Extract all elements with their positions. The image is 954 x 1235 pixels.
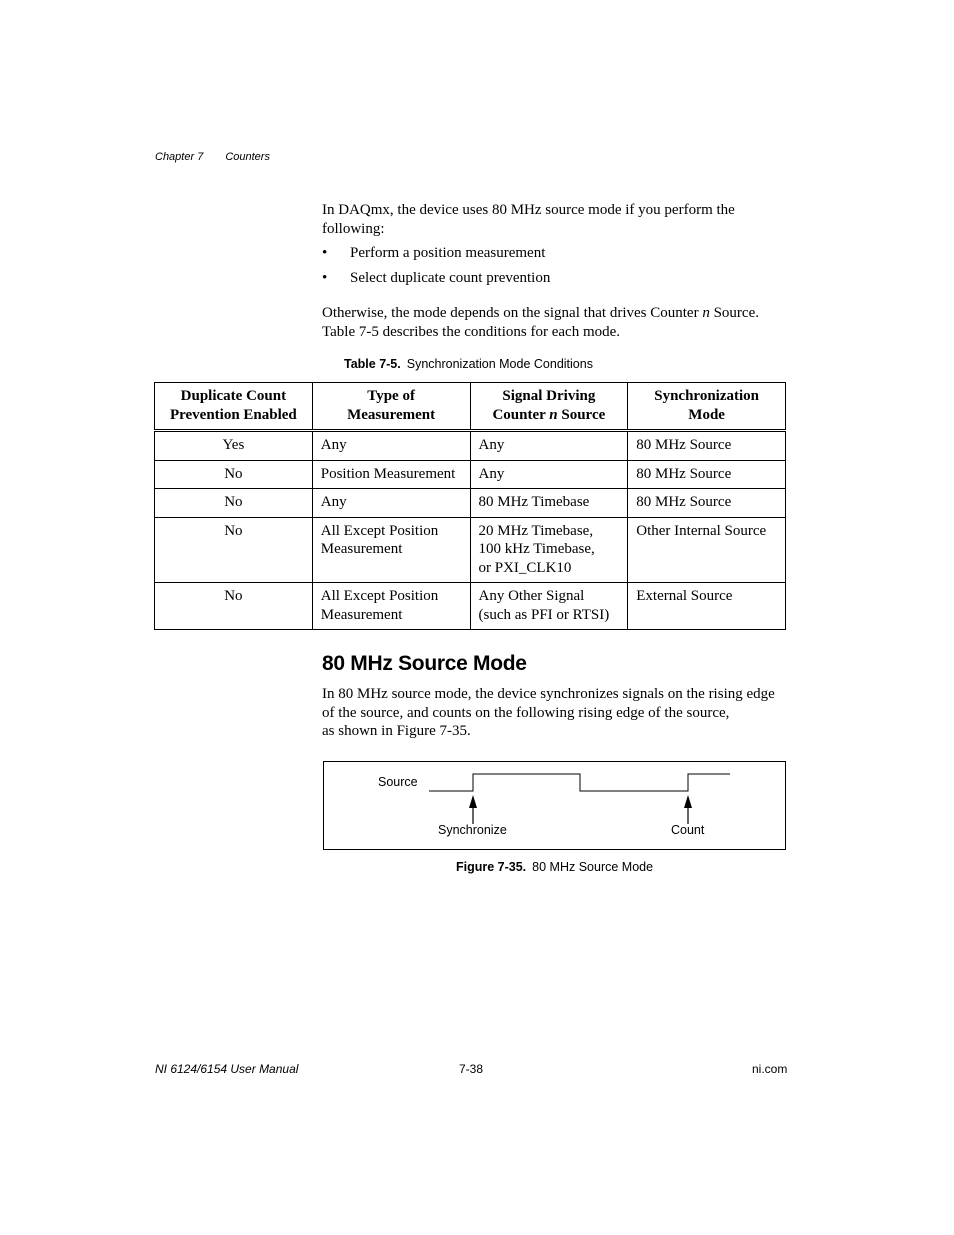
footer-manual-title: NI 6124/6154 User Manual bbox=[155, 1062, 299, 1076]
table-row bbox=[155, 517, 786, 583]
otherwise-italic: n bbox=[702, 305, 710, 321]
table-cell-text: All Except Position bbox=[320, 588, 439, 604]
count-arrow-head bbox=[684, 795, 692, 808]
table-cell bbox=[312, 431, 470, 461]
source-label: Source bbox=[378, 775, 418, 789]
table-cell bbox=[312, 489, 470, 518]
table-cell-text: Measurement bbox=[320, 606, 403, 623]
table-cell bbox=[312, 460, 470, 489]
chapter-title: Counters bbox=[225, 151, 270, 163]
table-cell-text: (such as PFI or RTSI) bbox=[478, 606, 610, 623]
running-header bbox=[155, 151, 270, 163]
section-heading: 80 MHz Source Mode bbox=[322, 652, 527, 675]
table-cell bbox=[628, 489, 786, 518]
table-cell-text: No bbox=[224, 494, 243, 510]
otherwise-line2: Table 7-5 describes the conditions for each mode. bbox=[322, 323, 621, 340]
table-cell-text: Any bbox=[320, 437, 347, 453]
table-cell-text: No bbox=[224, 522, 243, 539]
synchronize-arrow-head bbox=[469, 795, 477, 808]
section-line: of the source, and counts on the following rising edge of the source, bbox=[322, 704, 730, 721]
section-line: as shown in Figure 7-35. bbox=[322, 723, 471, 739]
otherwise-text-end: Source. bbox=[709, 305, 759, 321]
table-cell-text: Any bbox=[478, 437, 505, 453]
table-cell-text: 80 MHz Source bbox=[636, 437, 732, 453]
table-cell bbox=[312, 517, 470, 583]
figure-caption-label: Figure 7-35. bbox=[456, 860, 527, 874]
bullet-item bbox=[322, 244, 545, 262]
otherwise-text: Otherwise, the mode depends on the signal that drives Counter bbox=[322, 305, 703, 321]
table-cell-text: No bbox=[224, 465, 243, 482]
table-cell-text: Measurement bbox=[320, 541, 403, 557]
timing-figure bbox=[323, 761, 786, 850]
table-cell bbox=[628, 460, 786, 489]
table-cell-text: Any Other Signal bbox=[478, 588, 585, 604]
table-cell bbox=[470, 583, 628, 630]
table-cell bbox=[155, 583, 313, 630]
table-cell bbox=[470, 460, 628, 489]
table-cell-text: No bbox=[224, 588, 243, 604]
table-cell bbox=[155, 517, 313, 583]
table-row bbox=[155, 489, 786, 518]
table-cell bbox=[155, 489, 313, 518]
bullet-item bbox=[322, 269, 550, 287]
table-row bbox=[155, 460, 786, 489]
bullet-symbol: • bbox=[322, 245, 328, 261]
bullet-text: Select duplicate count prevention bbox=[350, 270, 551, 286]
table-cell-text: Any bbox=[320, 494, 347, 510]
table-cell-text: Other Internal Source bbox=[636, 522, 767, 539]
table-caption bbox=[344, 357, 593, 371]
table-cell-text: External Source bbox=[636, 588, 733, 604]
table-row bbox=[155, 583, 786, 630]
table-cell-text: Position Measurement bbox=[320, 465, 456, 482]
header-duplicate-count: Duplicate Count Prevention Enabled bbox=[155, 383, 313, 431]
bullet-symbol: • bbox=[322, 270, 328, 286]
table-cell bbox=[155, 431, 313, 461]
footer-website: ni.com bbox=[752, 1062, 788, 1076]
synchronize-label: Synchronize bbox=[438, 823, 507, 837]
count-label: Count bbox=[671, 823, 705, 837]
table-cell-text: 80 MHz Source bbox=[636, 494, 732, 510]
table-cell bbox=[470, 517, 628, 583]
table-cell bbox=[470, 431, 628, 461]
source-waveform bbox=[429, 774, 730, 791]
intro-paragraph: In DAQmx, the device uses 80 MHz source mode if you perform the following: bbox=[322, 202, 735, 237]
section-paragraph bbox=[322, 685, 802, 741]
section-line: In 80 MHz source mode, the device synchronizes signals on the rising edge bbox=[322, 686, 775, 702]
table-cell-text: All Except Position bbox=[320, 522, 439, 539]
table-cell bbox=[628, 431, 786, 461]
chapter-label: Chapter 7 bbox=[155, 151, 204, 163]
table-cell-text: 80 MHz Timebase bbox=[478, 494, 590, 510]
table-cell-text: Any bbox=[478, 465, 505, 482]
figure-caption-text: 80 MHz Source Mode bbox=[532, 860, 654, 874]
sync-mode-table bbox=[154, 382, 786, 630]
bullet-text: Perform a position measurement bbox=[350, 245, 546, 261]
table-cell-text: 100 kHz Timebase, bbox=[478, 541, 595, 557]
table-cell-text: 20 MHz Timebase, bbox=[478, 522, 594, 539]
otherwise-paragraph bbox=[322, 304, 792, 341]
table-cell bbox=[312, 583, 470, 630]
table-cell-text: or PXI_CLK10 bbox=[478, 559, 572, 576]
table-cell bbox=[628, 517, 786, 583]
footer-page-number: 7-38 bbox=[459, 1062, 484, 1076]
table-header-row bbox=[155, 383, 786, 431]
table-cell bbox=[628, 583, 786, 630]
header-signal-driving: Signal Driving Counter n Source bbox=[470, 383, 628, 431]
figure-caption bbox=[456, 860, 653, 874]
header-sync-mode: Synchronization Mode bbox=[628, 383, 786, 431]
table-cell bbox=[470, 489, 628, 518]
table-cell bbox=[155, 460, 313, 489]
table-row bbox=[155, 431, 786, 461]
table-caption-label: Table 7-5. bbox=[344, 357, 401, 371]
table-caption-text: Synchronization Mode Conditions bbox=[406, 357, 593, 371]
table-cell-text: 80 MHz Source bbox=[636, 465, 732, 482]
header-type-of-measurement: Type of Measurement bbox=[312, 383, 470, 431]
table-cell-text: Yes bbox=[222, 437, 245, 453]
